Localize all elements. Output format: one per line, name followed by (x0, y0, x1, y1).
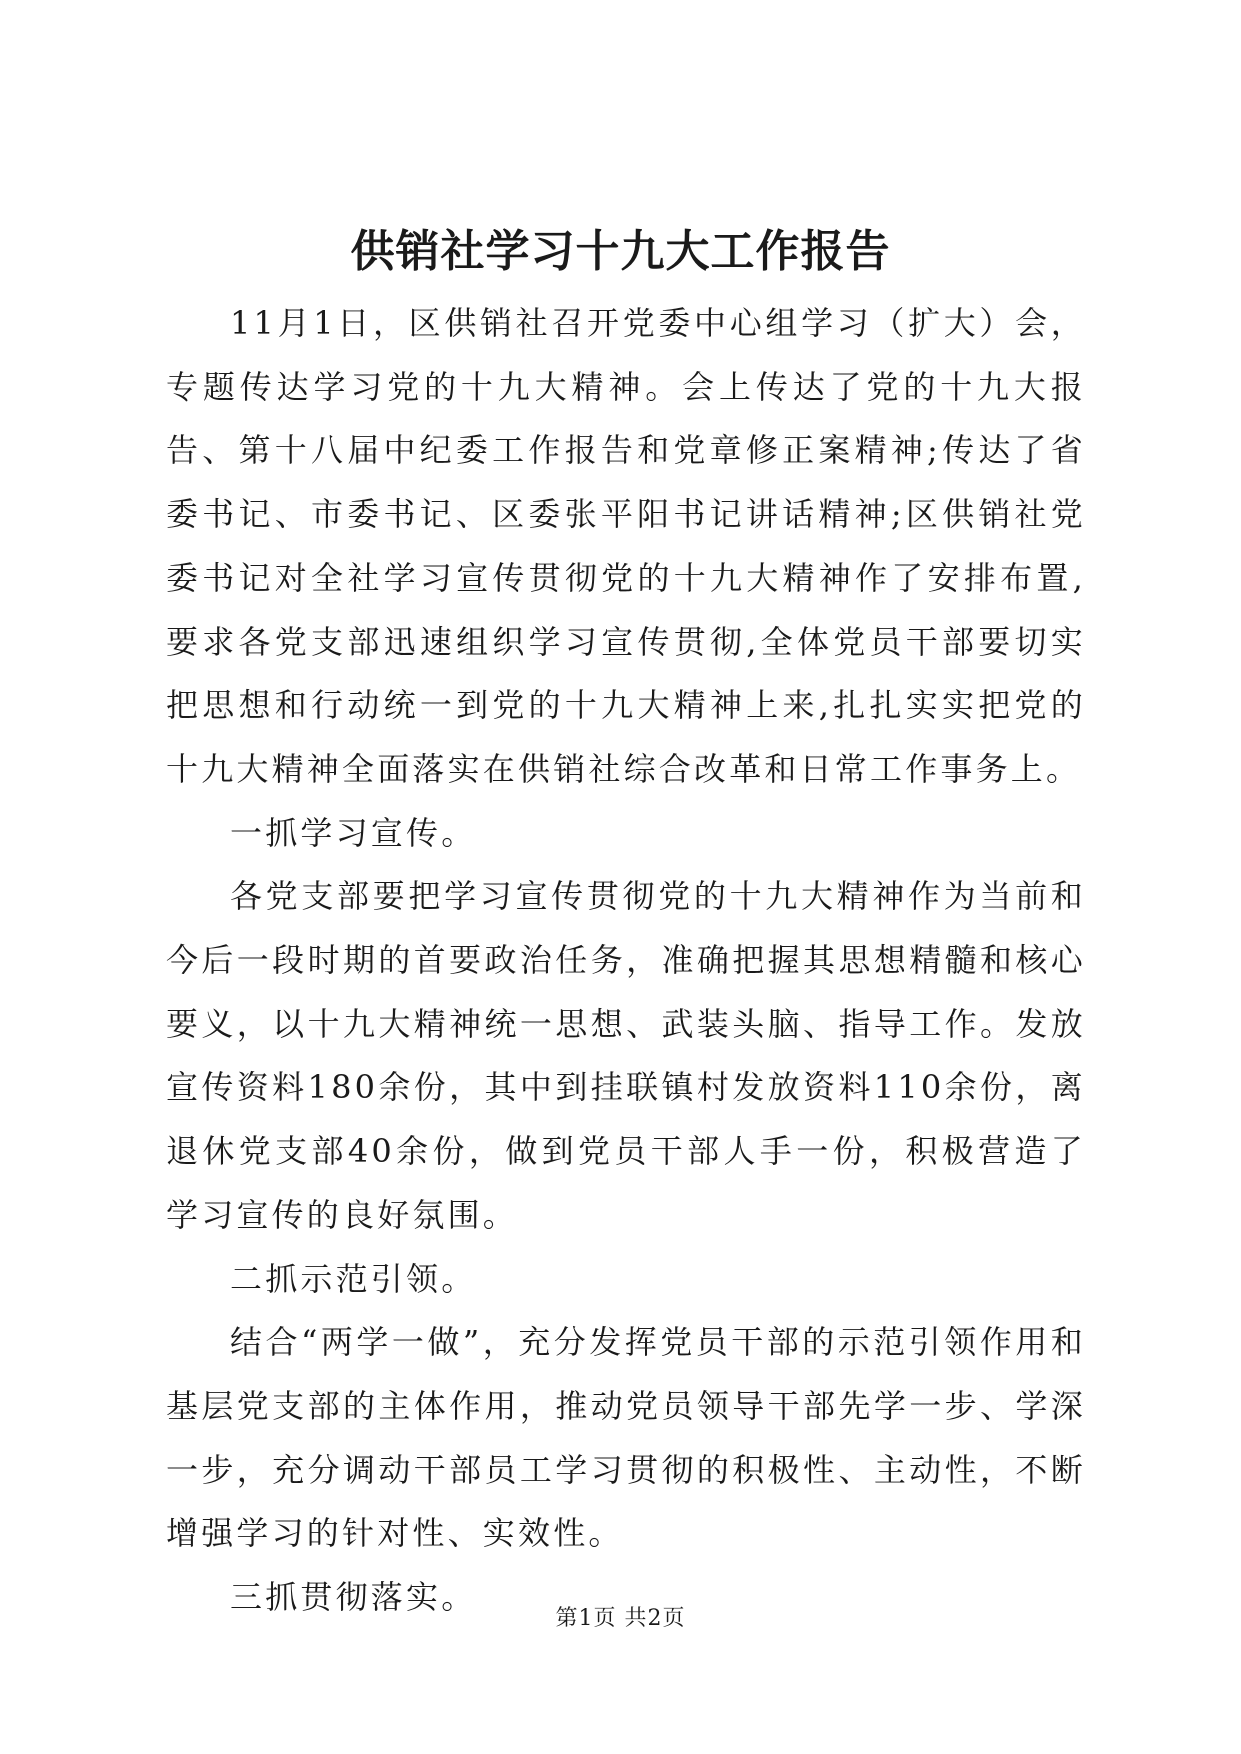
section-paragraph-1: 各党支部要把学习宣传贯彻党的十九大精神作为当前和今后一段时期的首要政治任务，准确把握其思想精髓和核心要义，以十九大精神统一思想、武装头脑、指导工作。发放宣传资料180余份，其中到挂联镇村发放资料110余份，离退休党支部40余份，做到党员干部人手一份，积极营造了学习宣传的良好氛围。 (166, 877, 1086, 1234)
page-footer: 第1页 共2页 (555, 1606, 686, 1631)
document-body (166, 292, 1086, 1630)
document-title: 供销社学习十九大工作报告 (350, 226, 891, 277)
section-heading-1: 一抓学习宣传。 (230, 813, 477, 852)
intro-paragraph: 11月1日，区供销社召开党委中心组学习（扩大）会，专题传达学习党的十九大精神。会上传达了党的十九大报告、第十八届中纪委工作报告和党章修正案精神;传达了省委书记、市委书记、区委张平阳书记讲话精神;区供销社党委书记对全社学习宣传贯彻党的十九大精神作了安排布置,要求各党支部迅速组织学习宣传贯彻,全体党员干部要切实把思想和行动统一到党的十九大精神上来,扎扎实实把党的十九大精神全面落实在供销社综合改革和日常工作事务上。 (166, 304, 1086, 788)
section-paragraph-2: 结合“两学一做”，充分发挥党员干部的示范引领作用和基层党支部的主体作用，推动党员领导干部先学一步、学深一步，充分调动干部员工学习贯彻的积极性、主动性，不断增强学习的针对性、实效性。 (166, 1323, 1086, 1553)
section-heading-2: 二抓示范引领。 (230, 1259, 477, 1298)
section-heading-3: 三抓贯彻落实。 (230, 1578, 477, 1617)
